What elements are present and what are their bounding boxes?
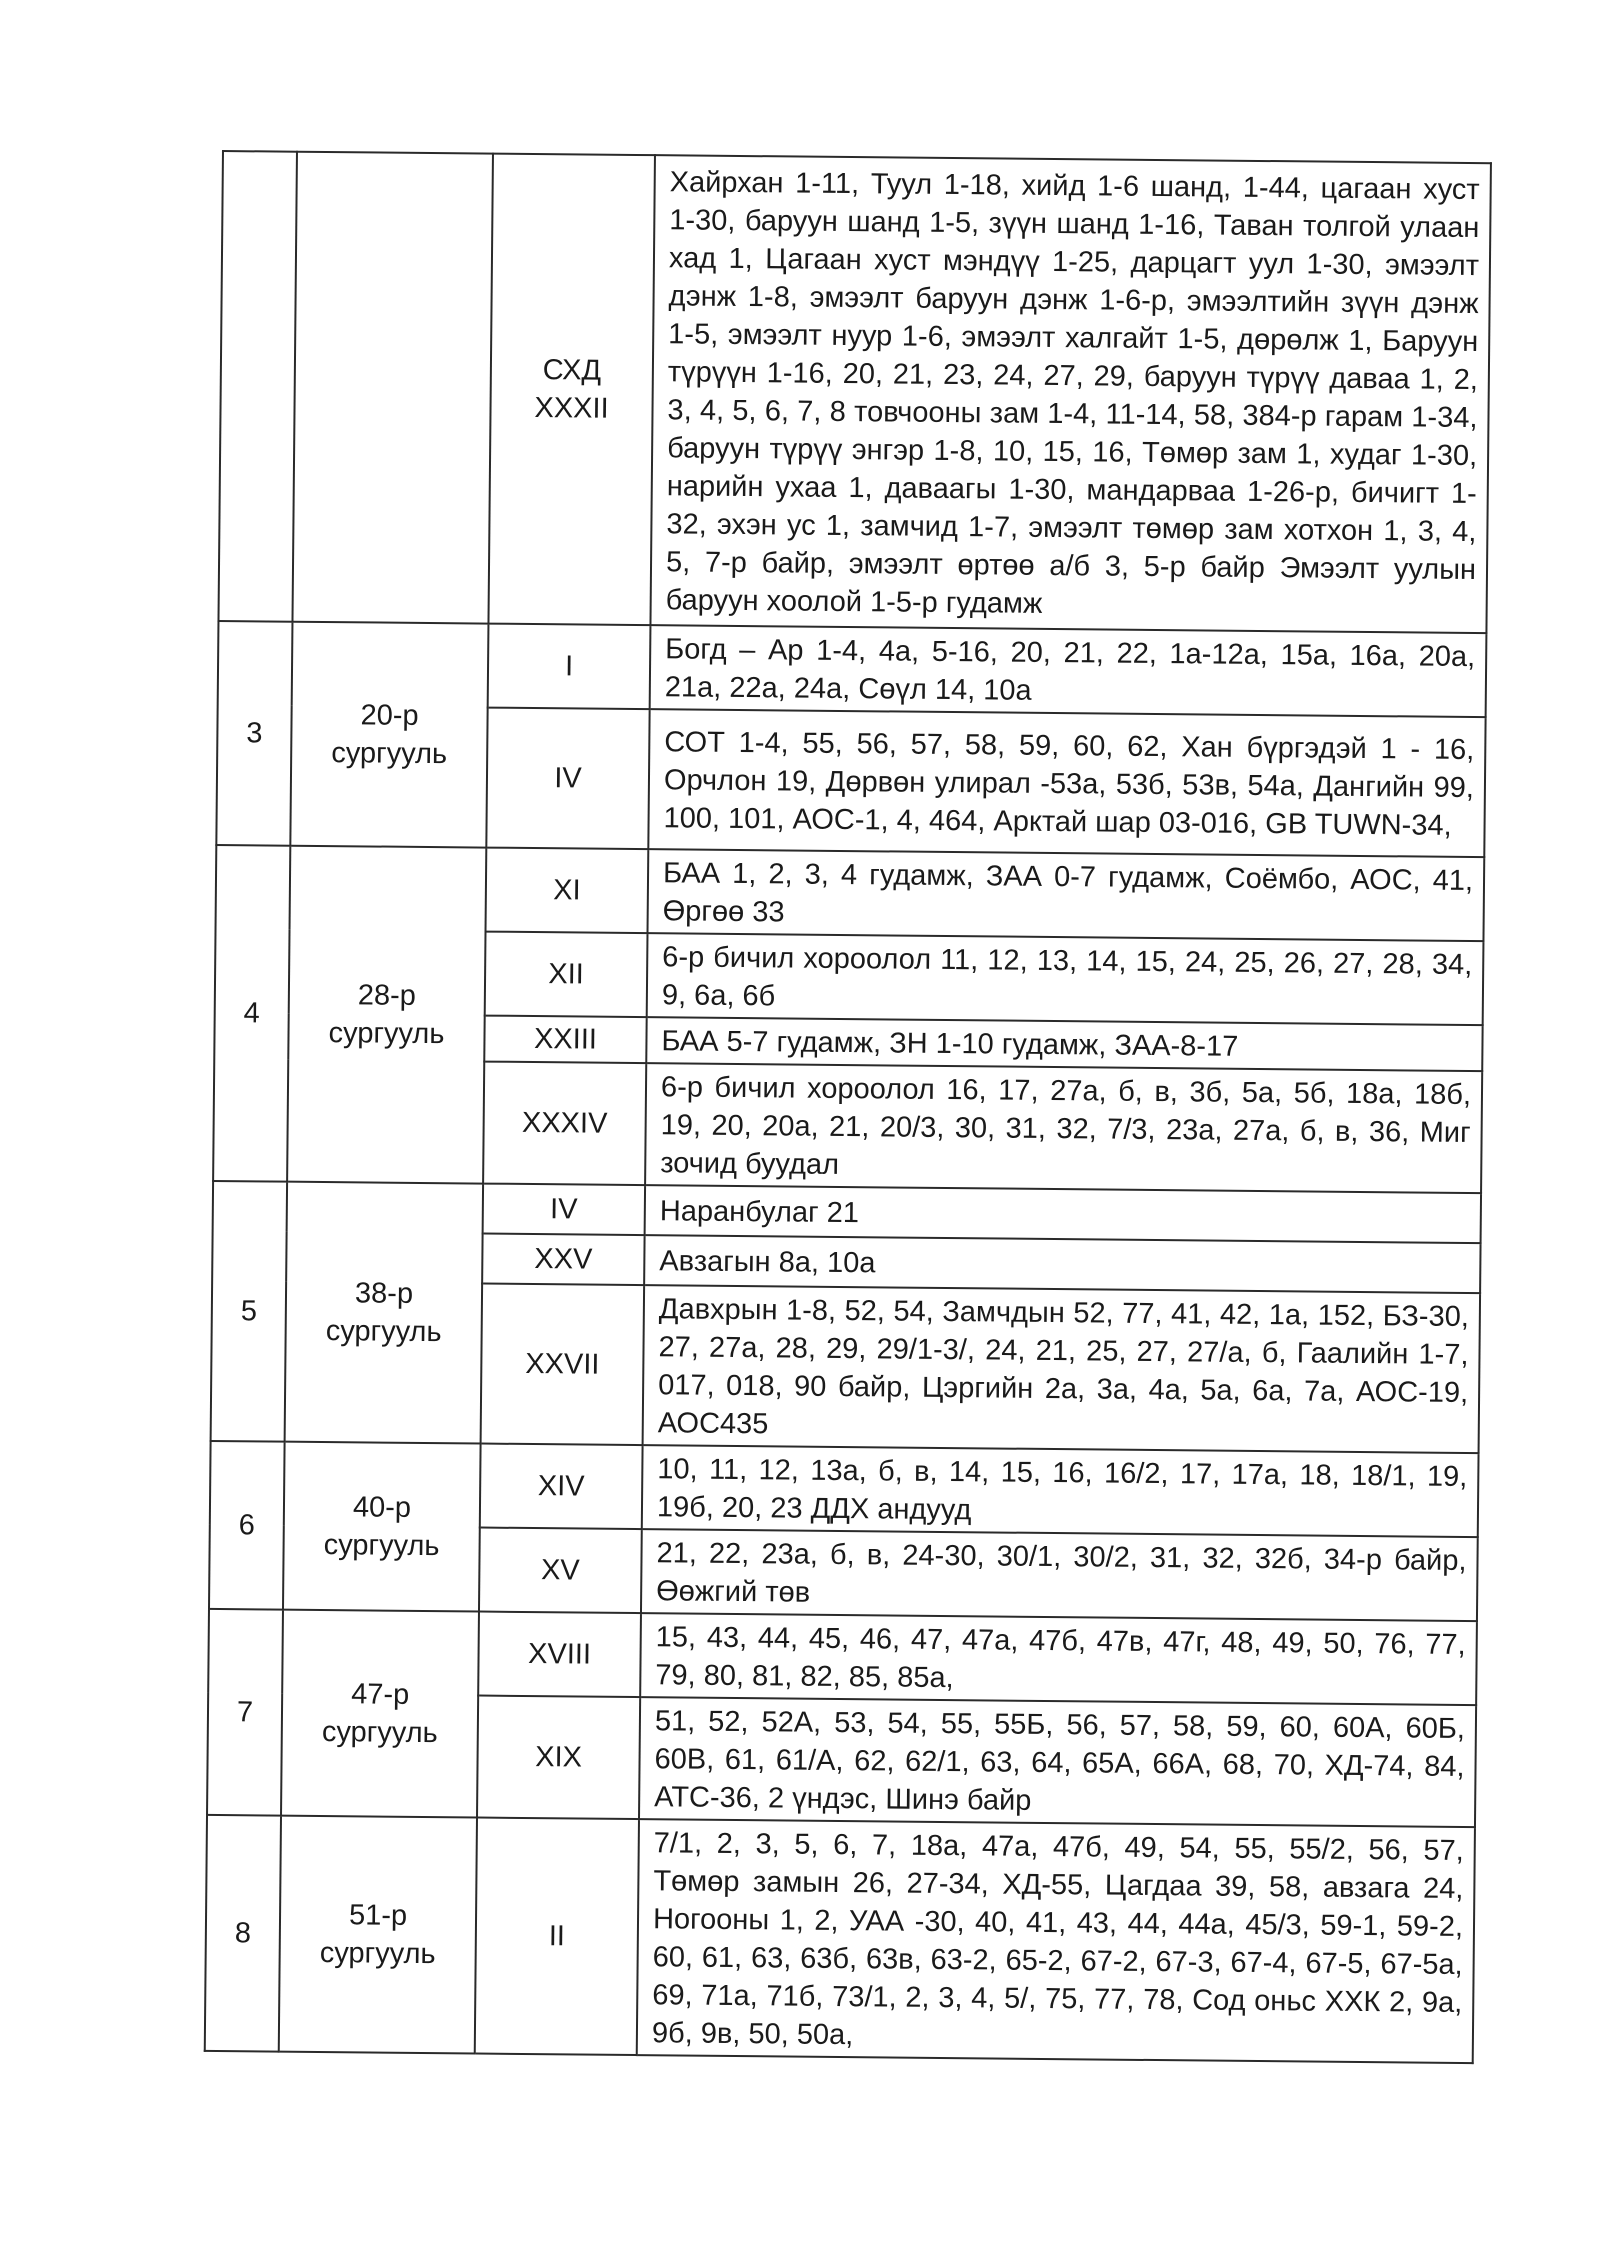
school-name-line: 51-р (348, 1899, 408, 1932)
school-name-line: 47-р (350, 1678, 410, 1711)
khoroo-label: II (548, 1920, 566, 1953)
row-number-cell (218, 151, 297, 622)
khoroo-cell (481, 1284, 645, 1446)
khoroo-cell (486, 848, 649, 934)
khoroo-label: XXIII (533, 1023, 598, 1056)
address-list-cell: 15, 43, 44, 45, 46, 47, 47а, 47б, 47в, 47г, 48, 49, 50, 76, 77, 79, 80, 81, 82, 85, 85а, (640, 1613, 1477, 1705)
school-name-cell (287, 846, 486, 1184)
school-name-line: 20-р (360, 699, 419, 732)
school-name-line: сургууль (323, 1529, 440, 1563)
address-list-cell: 6-р бичил хороолол 11, 12, 13, 14, 15, 24, 25, 26, 27, 28, 34, 9, 6а, 6б (647, 933, 1484, 1025)
khoroo-cell (485, 932, 648, 1018)
table-body (205, 151, 1491, 2063)
khoroo-label: XVIII (527, 1638, 592, 1671)
school-name-cell (292, 152, 493, 624)
school-name-line: сургууль (321, 1716, 438, 1750)
table-row (216, 845, 1485, 941)
khoroo-label: XXXIV (521, 1106, 608, 1140)
row-number-cell: 4 (213, 845, 290, 1182)
address-list-cell: 21, 22, 23а, б, в, 24-30, 30/1, 30/2, 31, 32, 32б, 34-р байр, Өөжгий төв (641, 1529, 1478, 1621)
school-name-cell (290, 622, 488, 848)
address-list-cell: Давхрын 1-8, 52, 54, Замчдын 52, 77, 41, 42, 1а, 152, БЗ-30, 27, 27а, 28, 29, 29/1-3/, 24, 21, 25, 27, 27/а, б, Гаалийн 1-7, 017, 018, 90 байр, Цэргийн 2а, 3а, 4а, 5а, 6а, 7а, АОС-19, АОС435 (643, 1285, 1480, 1453)
khoroo-label: XXVII (525, 1347, 600, 1381)
table-row (210, 1441, 1479, 1537)
khoroo-cell (482, 1234, 644, 1286)
khoroo-cell (475, 1818, 639, 2056)
school-name-line: 28-р (357, 979, 417, 1012)
school-name-line: сургууль (319, 1937, 436, 1971)
school-name-cell (281, 1610, 479, 1818)
school-name-cell (283, 1442, 481, 1612)
school-name-line: 38-р (354, 1277, 414, 1310)
address-list-cell: Богд – Ар 1-4, 4а, 5-16, 20, 21, 22, 1а-12а, 15а, 16а, 20а, 21а, 22а, 24а, Сөүл 14, 10а (650, 625, 1487, 717)
row-number-cell: 8 (205, 1815, 281, 2052)
school-name-line: сургууль (328, 1017, 445, 1051)
khoroo-label: XIX (535, 1741, 583, 1774)
khoroo-label: XXXII (534, 392, 609, 425)
khoroo-cell (483, 1062, 646, 1186)
khoroo-cell (480, 1444, 643, 1530)
khoroo-cell (486, 708, 649, 850)
address-list-cell: Авзагын 8а, 10а (644, 1235, 1480, 1293)
school-district-table (204, 150, 1492, 2064)
khoroo-label: XV (540, 1554, 580, 1587)
address-list-cell: СОТ 1-4, 55, 56, 57, 58, 59, 60, 62, Хан бүргэдэй 1 - 16, Орчлон 19, Дөрвөн улирал -53а, 53б, 53в, 54а, Дангийн 99, 100, 101, АОС-1, 4, 464, Арктай шар 03-016, GB TUWN-34, (648, 709, 1485, 857)
khoroo-label: XII (548, 958, 584, 991)
khoroo-label: XXV (534, 1243, 593, 1276)
school-name-cell (279, 1816, 477, 2054)
address-list-cell: 51, 52, 52А, 53, 54, 55, 55Б, 56, 57, 58, 59, 60, 60А, 60Б, 60В, 61, 61/А, 62, 62/1, 63, 64, 65А, 66А, 68, 70, ХД-74, 84, АТС-36, 2 үндэс, Шинэ байр (639, 1697, 1476, 1827)
khoroo-cell (478, 1612, 641, 1698)
khoroo-label: XIV (537, 1470, 585, 1503)
table-row (205, 1815, 1475, 2063)
khoroo-cell (488, 154, 655, 626)
address-list-cell: БАА 1, 2, 3, 4 гудамж, ЗАА 0-7 гудамж, Соёмбо, АОС, 41, Өргөө 33 (648, 849, 1485, 941)
khoroo-cell (479, 1528, 642, 1614)
table-row (218, 151, 1490, 633)
khoroo-label: I (564, 650, 574, 683)
school-name-line (296, 387, 490, 389)
table-row (208, 1609, 1477, 1705)
address-list-cell: Наранбулаг 21 (645, 1185, 1481, 1243)
address-list-cell: Хайрхан 1-11, Туул 1-18, хийд 1-6 шанд, 1-44, цагаан хуст 1-30, баруун шанд 1-5, зүүн шанд 1-16, Таван толгой улаан хад 1, Цагаан хуст мэндүү 1-25, дарцагт уул 1-30, эмээлт дэнж 1-8, эмээлт баруун дэнж 1-6-р, эмээлтийн зүүн дэнж 1-5, эмээлт нуур 1-6, эмээлт халгайт 1-5, дөрөлж 1, Баруун түрүүн 1-16, 20, 21, 23, 24, 27, 29, баруун түрүү даваа 1, 2, 3, 4, 5, 6, 7, 8 товчооны зам 1-4, 11-14, 58, 384-р гарам 1-34, баруун түрүү энгэр 1-8, 10, 15, 16, Төмөр зам 1, худаг 1-30, нарийн ухаа 1, даваагы 1-30, мандарваа 1-26-р, бичигт 1-32, эхэн ус 1, замчид 1-7, эмээлт төмөр зам хотхон 1, 3, 4, 5, 7-р байр, эмээлт өртөө а/б 3, 5-р байр Эмээлт уулын баруун хоолой 1-5-р гудамж (650, 155, 1490, 633)
address-list-cell: 7/1, 2, 3, 5, 6, 7, 18а, 47а, 47б, 49, 54, 55, 55/2, 56, 57, Төмөр замын 26, 27-34, ХД-55, Цагдаа 39, 58, авзага 24, Ногооны 1, 2, УАА -30, 40, 41, 43, 44, 44а, 45/3, 59-1, 59-2, 60, 61, 63, 63б, 63в, 63-2, 65-2, 67-2, 67-3, 67-4, 67-5, 67-5а, 69, 71а, 71б, 73/1, 2, 3, 4, 5/, 75, 77, 78, Сод оньс ХХК 2, 9а, 9б, 9в, 50, 50а, (637, 1819, 1475, 2063)
address-list-cell: 10, 11, 12, 13а, б, в, 14, 15, 16, 16/2, 17, 17а, 18, 18/1, 19, 19б, 20, 23 ДДХ андууд (642, 1445, 1479, 1537)
table-row (218, 621, 1487, 717)
row-number-cell: 5 (211, 1181, 287, 1442)
row-number-cell: 6 (209, 1441, 285, 1610)
address-list-cell: 6-р бичил хороолол 16, 17, 27а, б, в, 3б, 5а, 5б, 18а, 18б, 19, 20, 20а, 21, 20/3, 30, 31, 32, 7/3, 23а, 27а, б, в, 36, Миг зочид буудал (645, 1063, 1482, 1193)
school-name-line (296, 387, 490, 389)
school-name-line: 40-р (352, 1491, 412, 1524)
khoroo-cell (484, 1016, 646, 1064)
school-name-line: сургууль (325, 1315, 442, 1349)
address-list-cell: БАА 5-7 гудамж, ЗН 1-10 гудамж, ЗАА-8-17 (646, 1017, 1482, 1071)
khoroo-label: IV (554, 762, 582, 795)
khoroo-cell (488, 624, 651, 710)
khoroo-cell (477, 1696, 640, 1820)
school-name-cell (285, 1182, 483, 1444)
khoroo-label: XI (553, 874, 581, 907)
khoroo-label: СХД (542, 354, 602, 387)
khoroo-label: IV (549, 1193, 578, 1226)
school-name-line: сургууль (331, 737, 448, 771)
row-number-cell: 7 (207, 1609, 283, 1816)
row-number-cell: 3 (216, 621, 292, 846)
khoroo-cell (483, 1184, 645, 1236)
